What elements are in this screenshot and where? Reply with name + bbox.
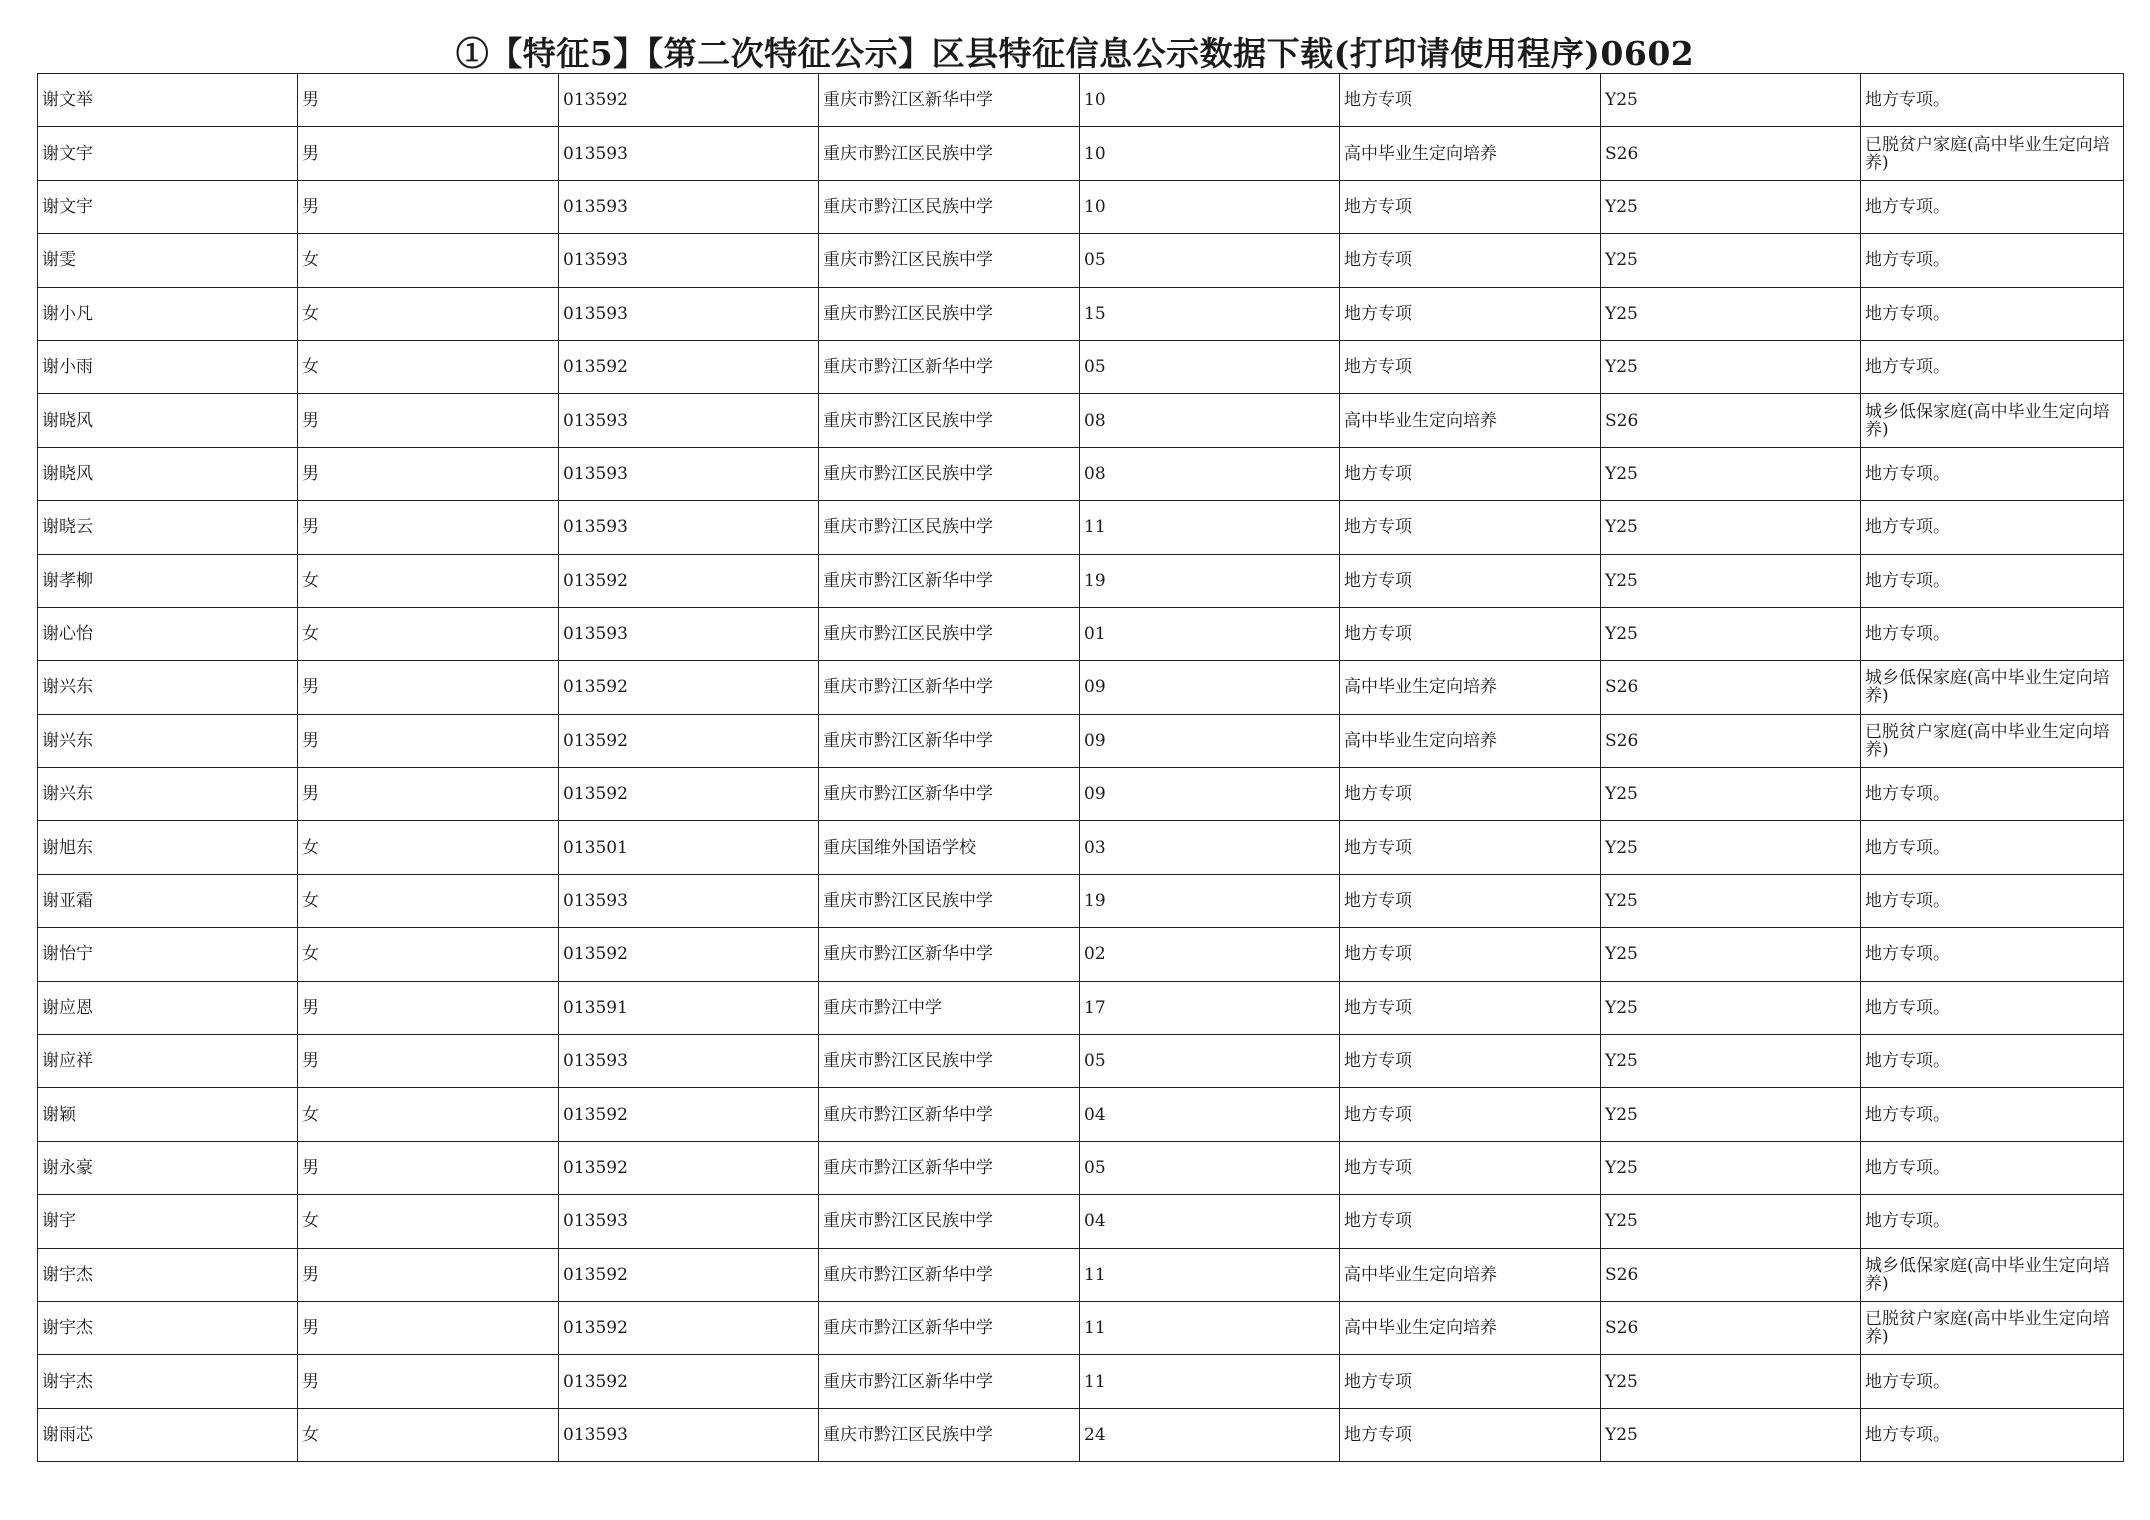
name-cell: 谢旭东 [38,821,298,874]
class-cell: 10 [1080,74,1340,127]
school-cell: 重庆市黔江区新华中学 [819,768,1080,821]
school-cell: 重庆市黔江区民族中学 [819,874,1080,927]
remark-cell: 地方专项。 [1861,447,2124,500]
gender-cell: 男 [298,714,559,767]
category-cell: 高中毕业生定向培养 [1340,1248,1601,1301]
school-cell: 重庆市黔江区新华中学 [819,340,1080,393]
type-code-cell: Y25 [1601,1141,1861,1194]
remark-cell: 地方专项。 [1861,554,2124,607]
name-cell: 谢文宇 [38,180,298,233]
table-row [38,447,2124,500]
class-cell: 05 [1080,1035,1340,1088]
code-cell: 013592 [559,1301,819,1354]
name-cell: 谢应祥 [38,1035,298,1088]
code-cell: 013593 [559,234,819,287]
table-row [38,287,2124,340]
category-cell: 地方专项 [1340,447,1601,500]
category-cell: 高中毕业生定向培养 [1340,127,1601,180]
class-cell: 05 [1080,340,1340,393]
category-cell: 地方专项 [1340,1408,1601,1461]
type-code-cell: S26 [1601,1248,1861,1301]
name-cell: 谢孝柳 [38,554,298,607]
type-code-cell: Y25 [1601,180,1861,233]
code-cell: 013593 [559,394,819,447]
type-code-cell: Y25 [1601,928,1861,981]
type-code-cell: Y25 [1601,447,1861,500]
class-cell: 09 [1080,768,1340,821]
type-code-cell: Y25 [1601,554,1861,607]
name-cell: 谢兴东 [38,661,298,714]
class-cell: 11 [1080,501,1340,554]
school-cell: 重庆市黔江区民族中学 [819,1408,1080,1461]
table-row [38,1301,2124,1354]
type-code-cell: Y25 [1601,287,1861,340]
code-cell: 013593 [559,607,819,660]
school-cell: 重庆市黔江区新华中学 [819,661,1080,714]
table-row [38,768,2124,821]
code-cell: 013593 [559,180,819,233]
type-code-cell: Y25 [1601,607,1861,660]
category-cell: 地方专项 [1340,234,1601,287]
category-cell: 地方专项 [1340,554,1601,607]
class-cell: 08 [1080,447,1340,500]
school-cell: 重庆市黔江区新华中学 [819,1301,1080,1354]
category-cell: 地方专项 [1340,74,1601,127]
school-cell: 重庆市黔江区民族中学 [819,287,1080,340]
gender-cell: 女 [298,874,559,927]
gender-cell: 男 [298,501,559,554]
category-cell: 高中毕业生定向培养 [1340,661,1601,714]
code-cell: 013592 [559,554,819,607]
category-cell: 地方专项 [1340,1195,1601,1248]
school-cell: 重庆市黔江区民族中学 [819,394,1080,447]
name-cell: 谢永豪 [38,1141,298,1194]
type-code-cell: Y25 [1601,340,1861,393]
category-cell: 地方专项 [1340,874,1601,927]
gender-cell: 男 [298,768,559,821]
type-code-cell: Y25 [1601,1035,1861,1088]
type-code-cell: Y25 [1601,74,1861,127]
school-cell: 重庆市黔江区民族中学 [819,447,1080,500]
category-cell: 地方专项 [1340,1141,1601,1194]
remark-cell: 已脱贫户家庭(高中毕业生定向培养) [1861,714,2124,767]
type-code-cell: S26 [1601,394,1861,447]
remark-cell: 地方专项。 [1861,981,2124,1034]
type-code-cell: Y25 [1601,1195,1861,1248]
type-code-cell: Y25 [1601,1408,1861,1461]
school-cell: 重庆国维外国语学校 [819,821,1080,874]
class-cell: 04 [1080,1088,1340,1141]
remark-cell: 已脱贫户家庭(高中毕业生定向培养) [1861,127,2124,180]
remark-cell: 地方专项。 [1861,74,2124,127]
name-cell: 谢亚霜 [38,874,298,927]
category-cell: 地方专项 [1340,501,1601,554]
gender-cell: 男 [298,447,559,500]
class-cell: 01 [1080,607,1340,660]
name-cell: 谢雯 [38,234,298,287]
table-row [38,234,2124,287]
gender-cell: 男 [298,1035,559,1088]
school-cell: 重庆市黔江区民族中学 [819,234,1080,287]
roster-table [37,73,2124,1462]
gender-cell: 女 [298,340,559,393]
class-cell: 17 [1080,981,1340,1034]
category-cell: 高中毕业生定向培养 [1340,1301,1601,1354]
gender-cell: 女 [298,1195,559,1248]
table-row [38,340,2124,393]
gender-cell: 女 [298,234,559,287]
remark-cell: 地方专项。 [1861,768,2124,821]
table-row [38,607,2124,660]
code-cell: 013592 [559,74,819,127]
remark-cell: 城乡低保家庭(高中毕业生定向培养) [1861,394,2124,447]
code-cell: 013592 [559,1355,819,1408]
gender-cell: 男 [298,661,559,714]
type-code-cell: Y25 [1601,981,1861,1034]
gender-cell: 男 [298,981,559,1034]
type-code-cell: Y25 [1601,234,1861,287]
school-cell: 重庆市黔江区新华中学 [819,74,1080,127]
remark-cell: 地方专项。 [1861,874,2124,927]
school-cell: 重庆市黔江区新华中学 [819,1088,1080,1141]
remark-cell: 已脱贫户家庭(高中毕业生定向培养) [1861,1301,2124,1354]
code-cell: 013593 [559,501,819,554]
table-row [38,1035,2124,1088]
class-cell: 10 [1080,127,1340,180]
school-cell: 重庆市黔江区民族中学 [819,607,1080,660]
code-cell: 013593 [559,1195,819,1248]
code-cell: 013593 [559,1408,819,1461]
table-row [38,180,2124,233]
gender-cell: 男 [298,74,559,127]
school-cell: 重庆市黔江区民族中学 [819,1035,1080,1088]
school-cell: 重庆市黔江中学 [819,981,1080,1034]
table-row [38,1248,2124,1301]
name-cell: 谢兴东 [38,714,298,767]
name-cell: 谢宇杰 [38,1355,298,1408]
category-cell: 地方专项 [1340,180,1601,233]
code-cell: 013592 [559,1248,819,1301]
class-cell: 02 [1080,928,1340,981]
type-code-cell: Y25 [1601,874,1861,927]
gender-cell: 女 [298,821,559,874]
type-code-cell: Y25 [1601,501,1861,554]
table-row [38,714,2124,767]
table-row [38,554,2124,607]
table-row [38,1408,2124,1461]
remark-cell: 地方专项。 [1861,501,2124,554]
name-cell: 谢文举 [38,74,298,127]
code-cell: 013593 [559,874,819,927]
class-cell: 11 [1080,1301,1340,1354]
name-cell: 谢心怡 [38,607,298,660]
school-cell: 重庆市黔江区新华中学 [819,1248,1080,1301]
code-cell: 013592 [559,928,819,981]
table-row [38,661,2124,714]
class-cell: 15 [1080,287,1340,340]
school-cell: 重庆市黔江区民族中学 [819,1195,1080,1248]
remark-cell: 地方专项。 [1861,607,2124,660]
class-cell: 09 [1080,661,1340,714]
table-row [38,1141,2124,1194]
class-cell: 11 [1080,1355,1340,1408]
code-cell: 013591 [559,981,819,1034]
category-cell: 地方专项 [1340,1088,1601,1141]
school-cell: 重庆市黔江区民族中学 [819,127,1080,180]
type-code-cell: Y25 [1601,1088,1861,1141]
category-cell: 地方专项 [1340,340,1601,393]
name-cell: 谢应恩 [38,981,298,1034]
class-cell: 03 [1080,821,1340,874]
gender-cell: 女 [298,554,559,607]
school-cell: 重庆市黔江区新华中学 [819,1355,1080,1408]
type-code-cell: S26 [1601,714,1861,767]
gender-cell: 男 [298,1355,559,1408]
code-cell: 013593 [559,127,819,180]
roster-body [38,74,2124,1462]
name-cell: 谢宇 [38,1195,298,1248]
remark-cell: 地方专项。 [1861,1355,2124,1408]
class-cell: 05 [1080,234,1340,287]
name-cell: 谢晓风 [38,394,298,447]
remark-cell: 地方专项。 [1861,287,2124,340]
code-cell: 013592 [559,661,819,714]
class-cell: 10 [1080,180,1340,233]
class-cell: 19 [1080,874,1340,927]
table-row [38,1355,2124,1408]
name-cell: 谢宇杰 [38,1248,298,1301]
table-row [38,501,2124,554]
school-cell: 重庆市黔江区民族中学 [819,180,1080,233]
type-code-cell: S26 [1601,127,1861,180]
gender-cell: 男 [298,1248,559,1301]
table-row [38,821,2124,874]
class-cell: 24 [1080,1408,1340,1461]
gender-cell: 男 [298,127,559,180]
remark-cell: 地方专项。 [1861,928,2124,981]
category-cell: 地方专项 [1340,928,1601,981]
code-cell: 013501 [559,821,819,874]
school-cell: 重庆市黔江区新华中学 [819,1141,1080,1194]
class-cell: 05 [1080,1141,1340,1194]
name-cell: 谢颖 [38,1088,298,1141]
gender-cell: 女 [298,1088,559,1141]
code-cell: 013593 [559,1035,819,1088]
class-cell: 19 [1080,554,1340,607]
category-cell: 高中毕业生定向培养 [1340,714,1601,767]
category-cell: 高中毕业生定向培养 [1340,394,1601,447]
table-row [38,1195,2124,1248]
class-cell: 04 [1080,1195,1340,1248]
category-cell: 地方专项 [1340,821,1601,874]
remark-cell: 地方专项。 [1861,1141,2124,1194]
class-cell: 08 [1080,394,1340,447]
code-cell: 013593 [559,287,819,340]
code-cell: 013592 [559,714,819,767]
gender-cell: 女 [298,287,559,340]
gender-cell: 男 [298,180,559,233]
category-cell: 地方专项 [1340,981,1601,1034]
table-row [38,874,2124,927]
remark-cell: 地方专项。 [1861,1195,2124,1248]
name-cell: 谢怡宁 [38,928,298,981]
table-row [38,127,2124,180]
name-cell: 谢小凡 [38,287,298,340]
category-cell: 地方专项 [1340,287,1601,340]
gender-cell: 男 [298,1301,559,1354]
school-cell: 重庆市黔江区新华中学 [819,714,1080,767]
type-code-cell: Y25 [1601,768,1861,821]
table-row [38,394,2124,447]
remark-cell: 地方专项。 [1861,180,2124,233]
code-cell: 013592 [559,340,819,393]
document-title: ①【特征5】【第二次特征公示】区县特征信息公示数据下载(打印请使用程序)0602 [455,34,1695,73]
code-cell: 013592 [559,1088,819,1141]
name-cell: 谢宇杰 [38,1301,298,1354]
code-cell: 013592 [559,768,819,821]
name-cell: 谢晓云 [38,501,298,554]
remark-cell: 地方专项。 [1861,340,2124,393]
category-cell: 地方专项 [1340,1035,1601,1088]
class-cell: 11 [1080,1248,1340,1301]
table-row [38,1088,2124,1141]
remark-cell: 地方专项。 [1861,1035,2124,1088]
category-cell: 地方专项 [1340,768,1601,821]
remark-cell: 地方专项。 [1861,1408,2124,1461]
type-code-cell: S26 [1601,661,1861,714]
gender-cell: 男 [298,1141,559,1194]
category-cell: 地方专项 [1340,1355,1601,1408]
remark-cell: 地方专项。 [1861,234,2124,287]
remark-cell: 地方专项。 [1861,821,2124,874]
gender-cell: 女 [298,928,559,981]
type-code-cell: S26 [1601,1301,1861,1354]
name-cell: 谢小雨 [38,340,298,393]
school-cell: 重庆市黔江区民族中学 [819,501,1080,554]
code-cell: 013592 [559,1141,819,1194]
type-code-cell: Y25 [1601,1355,1861,1408]
name-cell: 谢雨芯 [38,1408,298,1461]
name-cell: 谢晓风 [38,447,298,500]
school-cell: 重庆市黔江区新华中学 [819,928,1080,981]
class-cell: 09 [1080,714,1340,767]
gender-cell: 女 [298,1408,559,1461]
name-cell: 谢兴东 [38,768,298,821]
code-cell: 013593 [559,447,819,500]
table-row [38,74,2124,127]
table-row [38,928,2124,981]
name-cell: 谢文宇 [38,127,298,180]
remark-cell: 城乡低保家庭(高中毕业生定向培养) [1861,1248,2124,1301]
remark-cell: 城乡低保家庭(高中毕业生定向培养) [1861,661,2124,714]
gender-cell: 男 [298,394,559,447]
type-code-cell: Y25 [1601,821,1861,874]
remark-cell: 地方专项。 [1861,1088,2124,1141]
category-cell: 地方专项 [1340,607,1601,660]
gender-cell: 女 [298,607,559,660]
table-row [38,981,2124,1034]
school-cell: 重庆市黔江区新华中学 [819,554,1080,607]
